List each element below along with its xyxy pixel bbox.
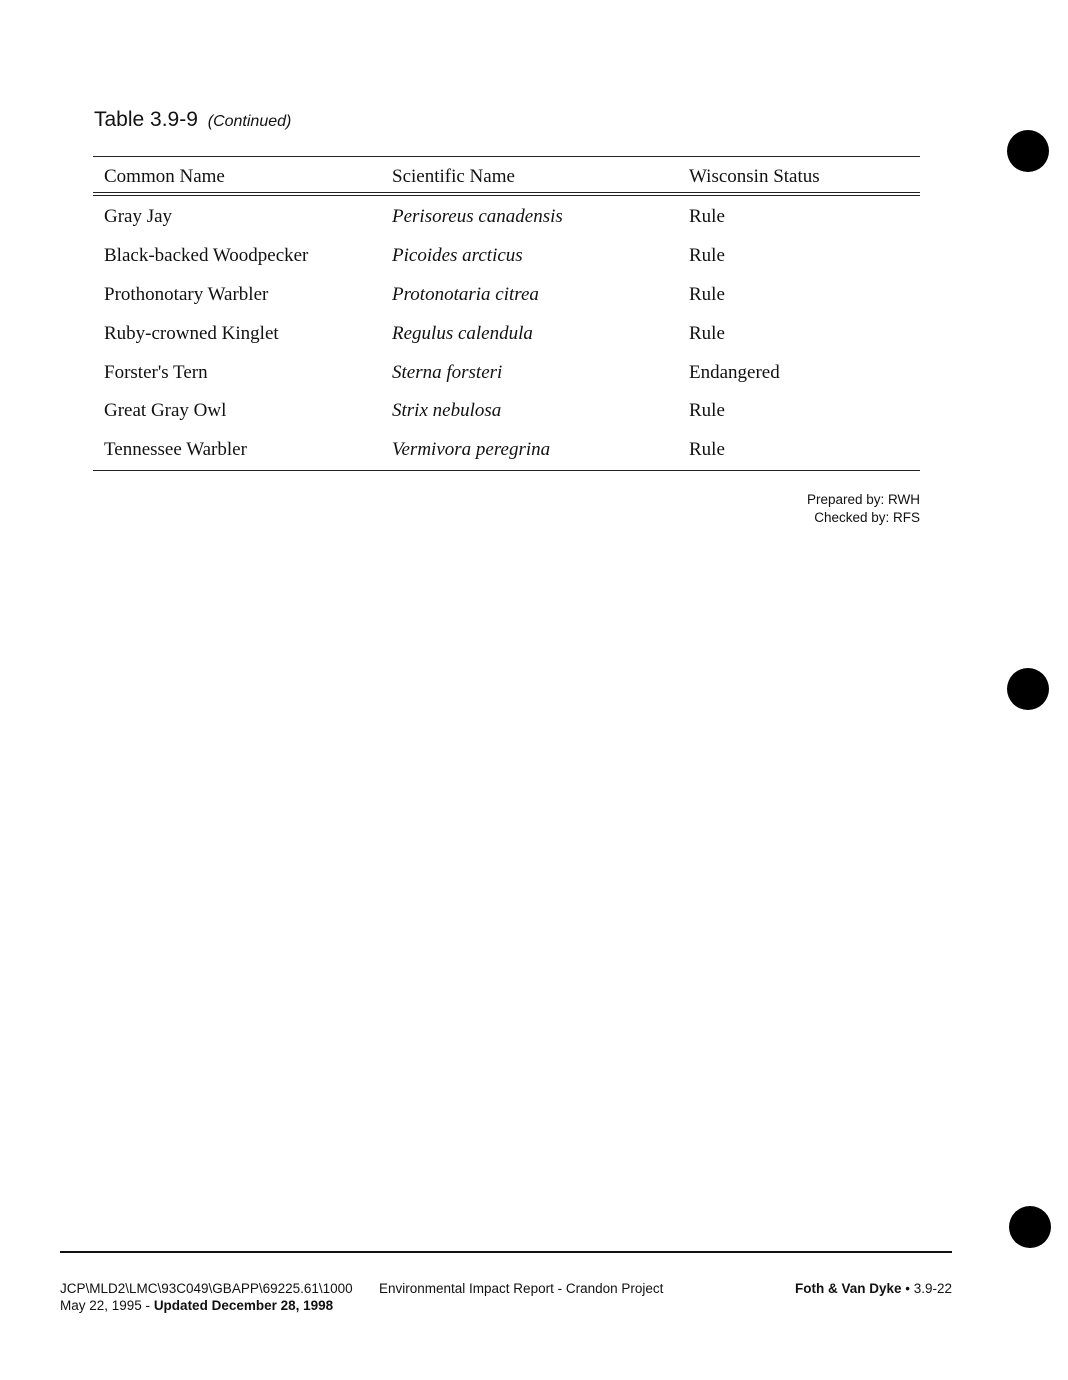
footer-path: JCP\MLD2\LMC\93C049\GBAPP\69225.61\1000 <box>60 1281 353 1296</box>
footer-date-original: May 22, 1995 - <box>60 1298 154 1313</box>
footer-right <box>795 1280 952 1297</box>
cell-scientific-name: Sterna forsteri <box>392 361 503 383</box>
binder-hole-top <box>1007 130 1049 172</box>
table-header-row <box>93 157 920 190</box>
binder-hole-middle <box>1007 668 1049 710</box>
header-wisconsin-status: Wisconsin Status <box>689 166 820 187</box>
cell-scientific-name: Perisoreus canadensis <box>392 206 563 228</box>
table-row <box>93 392 920 431</box>
table-title <box>94 108 291 132</box>
footer-dates <box>60 1297 353 1314</box>
cell-status: Rule <box>689 439 725 461</box>
binder-hole-bottom <box>1009 1206 1051 1248</box>
cell-common-name: Forster's Tern <box>104 361 208 383</box>
prepared-block <box>807 491 920 527</box>
header-common-name: Common Name <box>104 166 225 187</box>
table-row <box>93 276 920 315</box>
cell-status: Rule <box>689 245 725 267</box>
footer-report-title: Environmental Impact Report - Crandon Project <box>379 1281 664 1296</box>
cell-scientific-name: Strix nebulosa <box>392 400 502 422</box>
cell-common-name: Tennessee Warbler <box>104 439 247 461</box>
cell-status: Rule <box>689 400 725 422</box>
cell-scientific-name: Regulus calendula <box>392 322 533 344</box>
cell-scientific-name: Picoides arcticus <box>392 245 523 267</box>
cell-status: Rule <box>689 322 725 344</box>
footer-page-number: 3.9-22 <box>913 1281 952 1296</box>
cell-common-name: Prothonotary Warbler <box>104 283 269 305</box>
checked-by: Checked by: RFS <box>814 510 920 525</box>
table-row <box>93 237 920 276</box>
cell-status: Rule <box>689 206 725 228</box>
footer-page-separator: • <box>901 1281 914 1296</box>
cell-common-name: Black-backed Woodpecker <box>104 245 309 267</box>
species-table <box>93 156 920 471</box>
cell-scientific-name: Protonotaria citrea <box>392 283 539 305</box>
table-row <box>93 353 920 392</box>
cell-status: Endangered <box>689 361 780 383</box>
table-title-label: Table 3.9-9 <box>94 108 198 131</box>
header-scientific-name: Scientific Name <box>392 166 515 187</box>
prepared-by: Prepared by: RWH <box>806 492 920 507</box>
table-row <box>93 314 920 353</box>
cell-scientific-name: Vermivora peregrina <box>392 439 551 461</box>
footer-date-updated: Updated December 28, 1998 <box>153 1298 334 1313</box>
footer-company: Foth & Van Dyke <box>794 1281 902 1296</box>
table-bottom-rule <box>93 470 920 471</box>
cell-common-name: Ruby-crowned Kinglet <box>104 322 279 344</box>
cell-common-name: Great Gray Owl <box>104 400 227 422</box>
table-row <box>93 198 920 237</box>
table-row <box>93 431 920 470</box>
footer-rule <box>60 1251 952 1253</box>
footer-left <box>60 1280 353 1314</box>
cell-status: Rule <box>689 283 725 305</box>
cell-common-name: Gray Jay <box>104 206 173 228</box>
header-rule <box>93 192 920 193</box>
table-title-continued: (Continued) <box>207 113 292 130</box>
table-body <box>93 196 920 470</box>
